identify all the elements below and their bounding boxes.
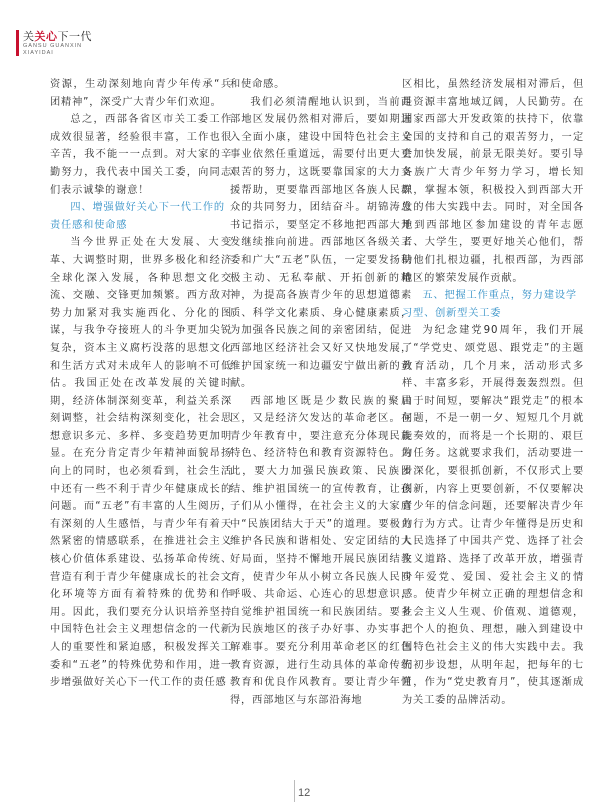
column-middle bbox=[230, 76, 412, 709]
column-left bbox=[50, 76, 232, 692]
page-number-divider bbox=[294, 780, 295, 802]
section-heading-5: 五、把握工作重点，努力建设学习型、创新型关工委 bbox=[402, 290, 577, 319]
paragraph: 为纪念建党90周年，我们开展了“学党史、颂党恩、跟党走”的主题教育活动，几个月来，活动形式多样、丰富多彩，开展得轰轰烈烈。但由于时间短，要解决“跟党走”的根本问题，不是一朝一夕、短短几个月就能奏效的，而将是一个长期的、艰巨的任务。这就要求我们，活动要进一步深化，要很抓创新，不仅形式上要创新，内容上更要创新，不仅要解决青少年的信念问题，还要解决青少年的行为方式。让青少年懂得是历史和人民选择了中国共产党、选择了社会主义道路、选择了改革开放，增强青少年爱党、爱国、爱社会主义的情感。使青少年树立正确的理想信念和社会主义人生观、价值观、道德观，把个人的抱负、理想，融入到建设中国特色社会主义的伟大实践中去。我们初步设想，从明年起，把每年的七月，作为“党史教育月”，使其逐渐成为关工委的品牌活动。 bbox=[402, 325, 584, 706]
masthead-subtitle-1: GANSU GUANXIN bbox=[23, 43, 83, 49]
masthead-title-post: 下一代 bbox=[57, 30, 92, 43]
paragraph: 我们必须清醒地认识到，当前西部地区发展仍然相对滞后，要如期进入全面小康，建设中国特色社会主义事业依然任重道远，需要付出更大更艰苦的努力，这既要靠国家的大力支援帮助，更要靠西部地区各族人民群众的共同努力，团结奋斗。胡锦涛总书记指示，要坚定不移地把西部大开发继续推向前进。西部地区各级关工委和广大“五老”队伍，一定要发扬积极主动、无私奉献、开拓创新的精神，为提高各族青少年的思想道德素质、科学文化素质、身心健康素质，为加强各民族之间的亲密团结，促进西部地区经济社会又好又快地发展，维护国家统一和边疆安宁做出新的贡献。 bbox=[230, 96, 412, 390]
masthead-subtitle-2: XIAYIDAI bbox=[23, 50, 54, 56]
paragraph: 和使命感。 bbox=[230, 79, 286, 90]
paragraph: 区相比，虽然经济发展相对滞后，但是资源丰富地域辽阔，人民勤劳。在国家西部大开发政策的扶持下，依靠全国的支持和自己的艰苦努力，一定会加快发展，前景无限美好。要引导各族广大青少年努力学习，增长知识，掌握本领，积极投入到西部大开发的伟大实践中去。同时，对全国各地到西部地区参加建设的青年志愿者、大学生，要更好地关心他们，帮助他们扎根边疆，扎根西部，为西部地区的繁荣发展作贡献。 bbox=[402, 79, 584, 284]
page-number: 12 bbox=[298, 787, 311, 799]
masthead-accent-bar bbox=[16, 30, 19, 56]
masthead bbox=[16, 30, 136, 78]
masthead-text bbox=[23, 30, 92, 57]
section-heading-4: 四、增强做好关心下一代工作的责任感和使命感 bbox=[50, 202, 225, 231]
paragraph: 资源，生动深刻地向青少年传承“兵团精神”，深受广大青少年们欢迎。 bbox=[50, 79, 232, 108]
column-right bbox=[402, 76, 584, 709]
masthead-title-pre: 关 bbox=[23, 30, 35, 43]
masthead-title bbox=[23, 30, 92, 43]
masthead-title-accent: 关心 bbox=[34, 30, 58, 43]
paragraph: 西部地区既是少数民族的聚居区，又是经济欠发达的革命老区。在青少年教育中，要注意充分体现民族特色、经济特色和教育资源特色。为此，要大力加强民族政策、民族团结、维护祖国统一的宣传教育，让孩子们从小懂得，在社会主义的大家庭中“民族团结大于天”的道理。要极力维护各民族和谐相处、安定团结的大好局面，坚持不懈地开展民族团结教育，使青少年从小树立各民族人民同呼吸、共命运、心连心的思想意识，自觉维护祖国统一和民族团结。要多为民族地区的孩子办好事、办实事、解难事。要充分利用革命老区的红色教育资源，进行生动具体的革命传统教育和优良作风教育。要让青少年懂得，西部地区与东部沿海地 bbox=[230, 395, 412, 706]
paragraph: 总之，西部各省区市关工委工作成效很显著，经验很丰富，工作也很辛苦，我不能一一点到。对大家的辛勤努力，我代表中国关工委，向同志们表示诚挚的谢意！ bbox=[50, 114, 232, 196]
paragraph: 当今世界正处在大发展、大变革、大调整时期，世界多极化和经济全球化深入发展，各种思想文化交流、交融、交锋更加频繁。西方敌对势力加紧对我实施西化、分化的图谋，与我争夺接班人的斗争更加尖锐复杂，资本主义腐朽没落的思想文化和生活方式对未成年人的影响不可低估。我国正处在改革发展的关键时期，经济体制深刻变革，利益关系深刻调整，社会结构深刻变化，社会思想意识多元、多样、多变趋势更加明显。在充分肯定青少年精神面貌昂扬向上的同时，也必须看到，社会生活中还有一些不利于青少年健康成长的问题。而“五老”有丰富的人生阅历，有深刻的人生感悟，与青少年有着天然紧密的情感联系，在推进社会主义核心价值体系建设、弘扬革命传统、营造有利于青少年健康成长的社会文化环境等方面有着特殊的优势和作用。因此，我们要充分认识培养坚持中国特色社会主义理想信念的一代新人的重要性和紧迫感，积极发挥关工委和“五老”的特殊优势和作用，进一步增强做好关心下一代工作的责任感 bbox=[50, 237, 232, 689]
